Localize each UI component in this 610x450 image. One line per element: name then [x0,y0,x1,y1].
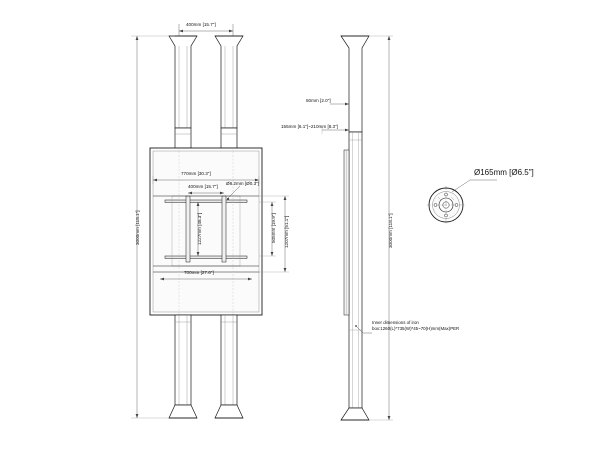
dim-side-thickness [330,103,349,106]
label-panel-height-inner: 1227mm [48.3"] [197,212,202,245]
label-side-depth-range: 155mm [6.1"]~210mm [8.3"] [281,124,339,129]
label-hole-diameter: Ø8.2mm [Ø0.3"] [226,181,260,186]
front-left-bottom-flare [169,405,197,418]
side-view-pole [341,36,369,420]
label-side-height: 3000mm [118.1"] [388,213,393,248]
label-side-thickness: 50mm [2.0"] [306,98,331,103]
front-right-lower-pole [221,315,237,405]
label-panel-width-outer: 770mm [30.3"] [181,171,211,176]
label-pole-diameter: Ø165mm [Ø6.5"] [474,168,534,177]
label-panel-height-side: 505mm [19.9"] [271,213,276,243]
base-detail-circle [427,180,497,224]
front-right-bottom-flare [215,405,243,418]
front-left-upper-pole [175,128,191,148]
front-left-lower-pole [175,315,191,405]
label-panel-width-inner: 400mm [15.7"] [188,184,218,189]
label-overall-height: 3000mm [118.1"] [135,210,140,245]
front-left-top-flare [169,36,197,128]
label-iron-box-note: Inner dimensions of iron box:1260(L)*735(W)*45~70(H)mm(Max)PER [372,320,460,331]
label-top-width: 400mm [15.7"] [186,22,216,27]
front-right-top-flare [215,36,243,128]
front-right-upper-pole [221,128,237,148]
label-panel-height-side2: 1207mm [51.1"] [284,215,289,248]
label-panel-width-bottom: 700mm [27.6"] [184,270,214,275]
